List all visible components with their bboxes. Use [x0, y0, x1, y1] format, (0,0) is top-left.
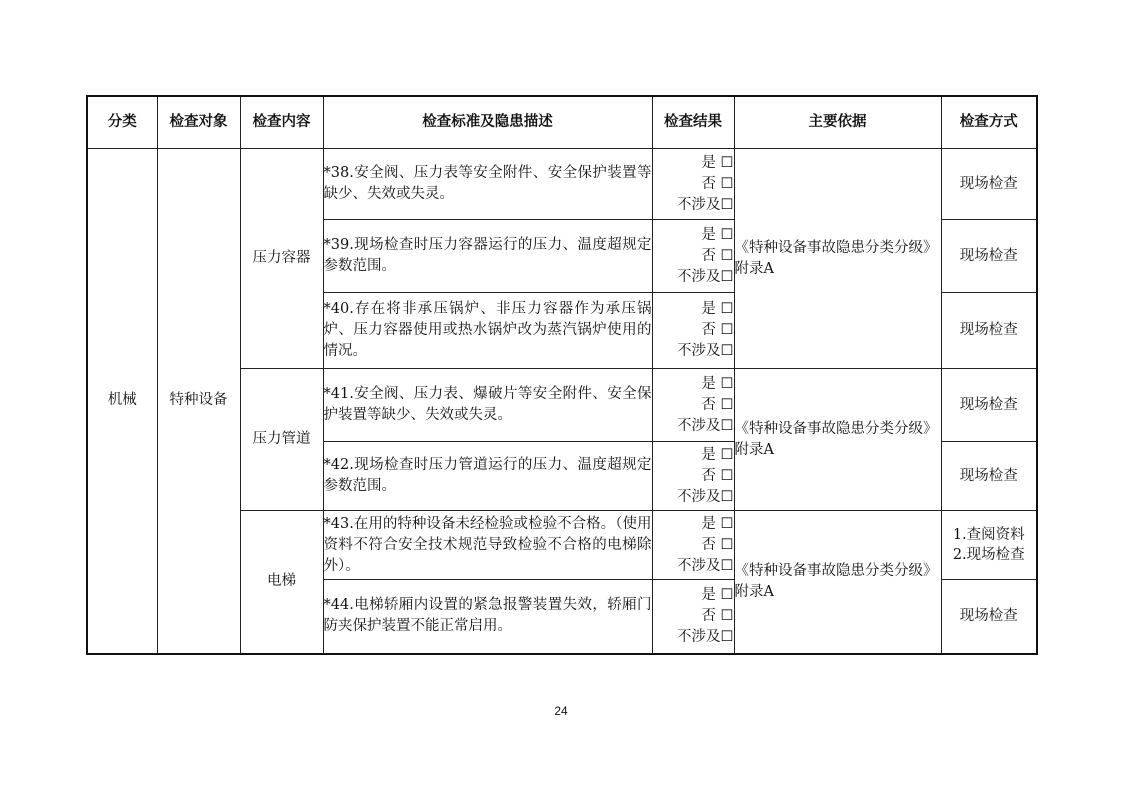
desc-44: *44.电梯轿厢内设置的紧急报警装置失效，轿厢门防夹保护装置不能正常启用。 [323, 580, 652, 654]
method-39: 现场检查 [941, 220, 1037, 293]
header-result: 检查结果 [652, 96, 734, 149]
method-43: 1.查阅资料 2.现场检查 [941, 511, 1037, 580]
result-na-checkbox[interactable]: 不涉及☐ [677, 268, 734, 285]
result-yes-checkbox[interactable]: 是 ☐ [701, 154, 734, 171]
desc-41: *41.安全阀、压力表、爆破片等安全附件、安全保护装置等缺少、失效或失灵。 [323, 369, 652, 442]
basis-cell-1: 《特种设备事故隐患分类分级》附录A [734, 149, 941, 369]
result-no-checkbox[interactable]: 否 ☐ [701, 322, 734, 338]
header-standard: 检查标准及隐患描述 [323, 96, 652, 149]
result-no-checkbox[interactable]: 否 ☐ [701, 607, 734, 624]
result-41 [652, 369, 734, 442]
result-na-checkbox[interactable]: 不涉及☐ [677, 417, 734, 434]
method-38: 现场检查 [941, 149, 1037, 220]
header-row [87, 96, 1037, 149]
result-yes-checkbox[interactable]: 是 ☐ [701, 586, 734, 603]
result-no-checkbox[interactable]: 否 ☐ [701, 396, 734, 413]
result-na-checkbox[interactable]: 不涉及☐ [677, 628, 734, 645]
result-yes-checkbox[interactable]: 是 ☐ [701, 446, 734, 463]
method-41: 现场检查 [941, 369, 1037, 442]
object-cell: 特种设备 [157, 149, 240, 654]
method-40: 现场检查 [941, 293, 1037, 369]
basis-cell-2: 《特种设备事故隐患分类分级》附录A [734, 369, 941, 511]
header-method: 检查方式 [941, 96, 1037, 149]
content-pressure-vessel: 压力容器 [240, 149, 323, 369]
content-elevator: 电梯 [240, 511, 323, 654]
result-38 [652, 149, 734, 220]
category-cell: 机械 [87, 149, 157, 654]
result-no-checkbox[interactable]: 否 ☐ [701, 536, 734, 553]
method-42: 现场检查 [941, 442, 1037, 511]
result-no-checkbox[interactable]: 否 ☐ [701, 175, 734, 192]
result-na-checkbox[interactable]: 不涉及☐ [677, 196, 734, 213]
result-yes-checkbox[interactable]: 是 ☐ [701, 301, 734, 317]
result-yes-checkbox[interactable]: 是 ☐ [701, 375, 734, 392]
desc-38: *38.安全阀、压力表等安全附件、安全保护装置等缺少、失效或失灵。 [323, 149, 652, 220]
table-row [87, 149, 1037, 220]
result-yes-checkbox[interactable]: 是 ☐ [701, 226, 734, 243]
result-no-checkbox[interactable]: 否 ☐ [701, 247, 734, 264]
result-39 [652, 220, 734, 293]
method-44: 现场检查 [941, 580, 1037, 654]
result-na-checkbox[interactable]: 不涉及☐ [677, 557, 734, 574]
page-number: 24 [554, 704, 568, 718]
basis-cell-3: 《特种设备事故隐患分类分级》附录A [734, 511, 941, 654]
inspection-table [86, 95, 1038, 655]
content-pressure-pipe: 压力管道 [240, 369, 323, 511]
result-no-checkbox[interactable]: 否 ☐ [701, 467, 734, 484]
header-category: 分类 [87, 96, 157, 149]
desc-40: *40.存在将非承压锅炉、非压力容器作为承压锅炉、压力容器使用或热水锅炉改为蒸汽锅炉使用的情况。 [323, 293, 652, 369]
result-na-checkbox[interactable]: 不涉及☐ [677, 488, 734, 505]
desc-42: *42.现场检查时压力管道运行的压力、温度超规定参数范围。 [323, 442, 652, 511]
result-44 [652, 580, 734, 654]
result-43 [652, 511, 734, 580]
result-yes-checkbox[interactable]: 是 ☐ [701, 515, 734, 532]
header-object: 检查对象 [157, 96, 240, 149]
result-na-checkbox[interactable]: 不涉及☐ [677, 343, 734, 359]
result-40 [652, 293, 734, 369]
result-42 [652, 442, 734, 511]
header-basis: 主要依据 [734, 96, 941, 149]
desc-43: *43.在用的特种设备未经检验或检验不合格。（使用资料不符合安全技术规范导致检验不合格的电梯除外）。 [323, 511, 652, 580]
desc-39: *39.现场检查时压力容器运行的压力、温度超规定参数范围。 [323, 220, 652, 293]
header-content: 检查内容 [240, 96, 323, 149]
